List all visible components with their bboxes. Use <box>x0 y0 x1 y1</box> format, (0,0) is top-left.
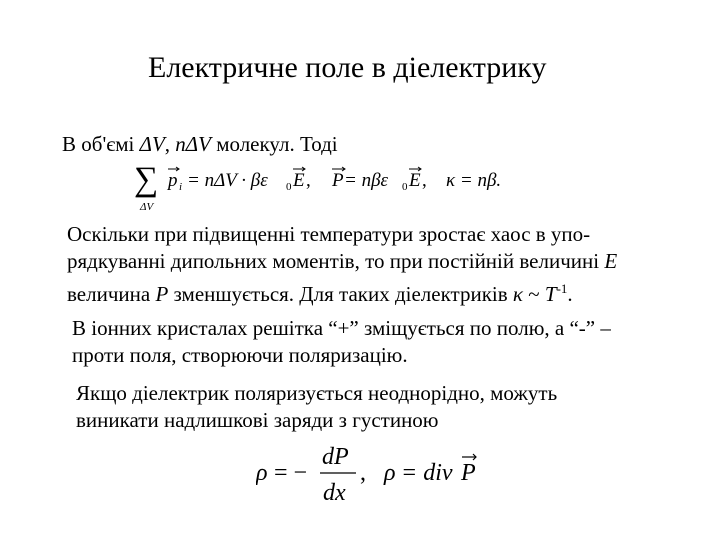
div-operator: = div <box>401 460 453 486</box>
paragraph-line: Оскільки при підвищенні температури зростає хаос в упо- <box>67 222 591 246</box>
formula-polarization <box>134 160 534 214</box>
n-delta-v: nΔV <box>175 132 211 156</box>
comma-1: , <box>306 170 311 191</box>
paragraph-line: величина P зменшується. Для таких діелектриків κ ~ $T^{-1}$. <box>67 281 573 306</box>
paragraph-line: рядкуванні дипольних моментів, то при постійній величині E <box>67 249 618 273</box>
paragraph-line: проти поля, створюючи поляризацію. <box>72 343 408 367</box>
fraction-denominator: dx <box>323 480 346 504</box>
sum-subscript: ΔV <box>140 201 154 213</box>
slide-title: Електричне поле в діелектрику <box>148 51 547 84</box>
intro-text <box>62 131 338 158</box>
e-vector-1: E <box>293 170 305 191</box>
intro-text-1: В об'ємі <box>62 132 140 156</box>
comma-3: , <box>360 460 366 486</box>
epsilon-subscript-2: 0 <box>402 181 408 193</box>
comma-2: , <box>422 170 427 191</box>
intro-text-3: молекул. Тоді <box>210 132 338 156</box>
p-vector-div: P <box>461 460 476 486</box>
formula-charge-density <box>256 440 486 504</box>
paragraph-ionic-crystals <box>72 315 611 369</box>
rho-2: ρ <box>384 460 396 486</box>
p-vector: p <box>168 170 178 191</box>
term1: = nΔV · βε <box>187 170 268 191</box>
paragraph-line: В іонних кристалах решітка “+” зміщується по полю, а “-” – <box>72 316 611 340</box>
equals-minus: = − <box>274 460 308 486</box>
paragraph-line: виникати надлишкові заряди з густиною <box>76 408 439 432</box>
epsilon-subscript-1: 0 <box>286 181 292 193</box>
delta-v: ΔV <box>139 132 165 156</box>
paragraph-inhomogeneous <box>76 380 557 434</box>
sum-symbol: ∑ <box>134 161 159 198</box>
e-vector-2: E <box>409 170 421 191</box>
paragraph-line: Якщо діелектрик поляризується неоднорідно, можуть <box>76 381 558 405</box>
p-subscript: i <box>179 181 183 193</box>
rho-1: ρ <box>256 460 268 486</box>
fraction-numerator: dP <box>322 444 349 470</box>
paragraph-temperature <box>67 221 617 308</box>
term2: = nβε <box>344 170 389 191</box>
term3: κ = nβ. <box>446 170 502 191</box>
intro-text-2: , <box>164 132 176 156</box>
p-total-vector: P <box>332 170 344 191</box>
